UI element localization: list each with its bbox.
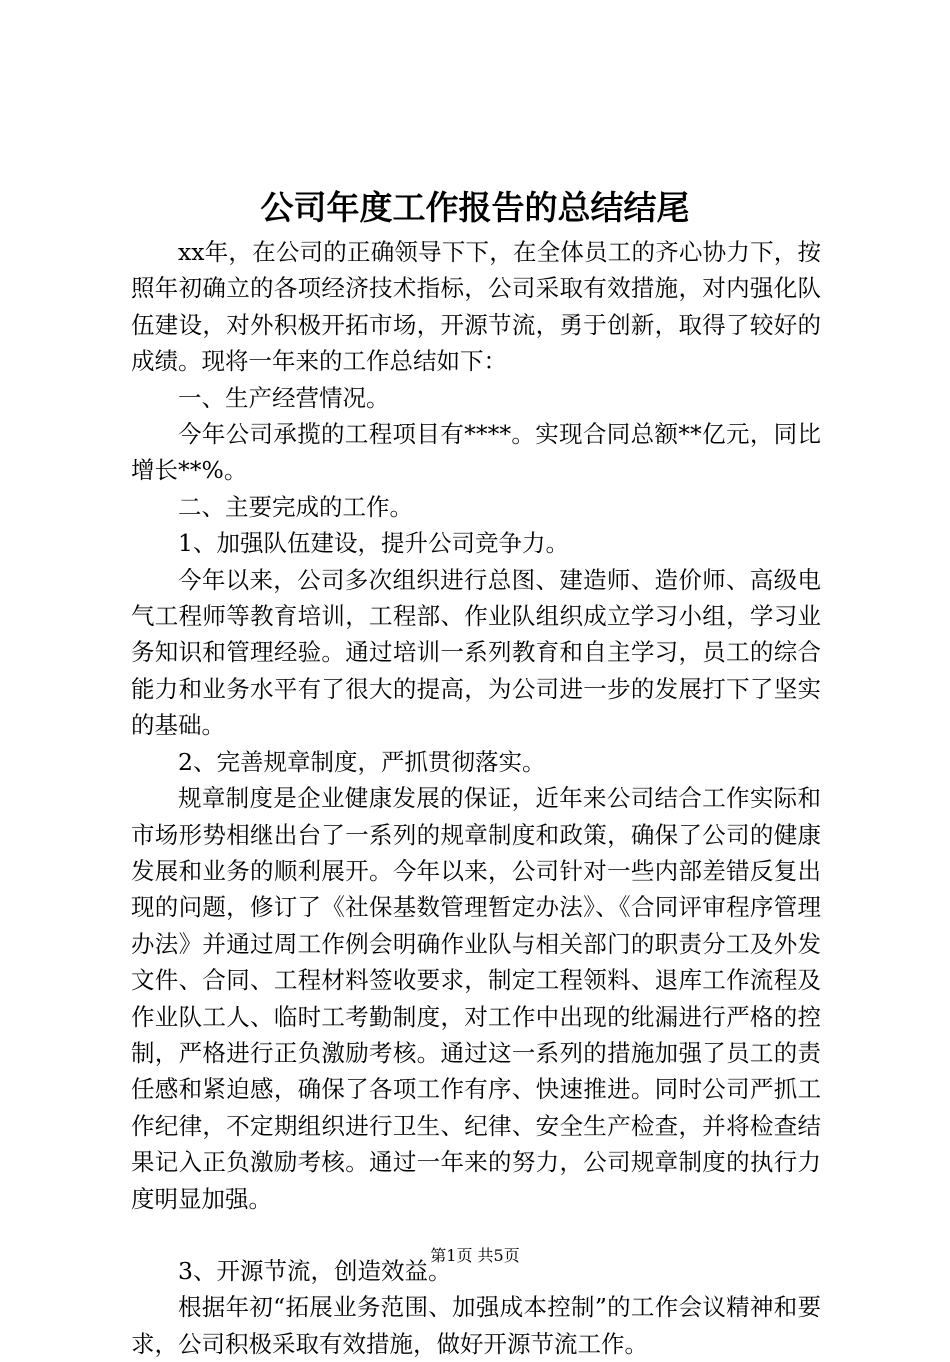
page-total: 共5页	[477, 1246, 520, 1265]
page-number: 第1页	[430, 1246, 473, 1265]
paragraph-production: 今年公司承揽的工程项目有****。实现合同总额**亿元，同比增长**%。	[131, 420, 821, 485]
document-body	[131, 234, 821, 1362]
section-heading-main-work: 二、主要完成的工作。	[178, 492, 413, 521]
paragraph-cost-control: 根据年初“拓展业务范围、加强成本控制”的工作会议精神和要求，公司积极采取有效措施，做好开源节流工作。	[131, 1293, 821, 1358]
subheading-regulations: 2、完善规章制度，严抓贯彻落实。	[178, 747, 546, 776]
paragraph-team-building: 今年以来，公司多次组织进行总图、建造师、造价师、高级电气工程师等教育培训，工程部、作业队组织成立学习小组，学习业务知识和管理经验。通过培训一系列教育和自主学习，员工的综合能力和业务水平有了很大的提高，为公司进一步的发展打下了坚实的基础。	[131, 565, 821, 740]
page-footer	[0, 1245, 950, 1267]
subheading-team-building: 1、加强队伍建设，提升公司竞争力。	[178, 529, 569, 558]
paragraph-intro: xx年，在公司的正确领导下下，在全体员工的齐心协力下，按照年初确立的各项经济技术指标，公司采取有效措施，对内强化队伍建设，对外积极开拓市场，开源节流，勇于创新，取得了较好的成绩。现将一年来的工作总结如下：	[131, 238, 821, 376]
paragraph-regulations: 规章制度是企业健康发展的保证，近年来公司结合工作实际和市场形势相继出台了一系列的规章制度和政策，确保了公司的健康发展和业务的顺利展开。今年以来，公司针对一些内部差错反复出现的问题，修订了《社保基数管理暂定办法》、《合同评审程序管理办法》并通过周工作例会明确作业队与相关部门的职责分工及外发文件、合同、工程材料签收要求，制定工程领料、退库工作流程及作业队工人、临时工考勤制度，对工作中出现的纰漏进行严格的控制，严格进行正负激励考核。通过这一系列的措施加强了员工的责任感和紧迫感，确保了各项工作有序、快速推进。同时公司严抓工作纪律，不定期组织进行卫生、纪律、安全生产检查，并将检查结果记入正负激励考核。通过一年来的努力，公司规章制度的执行力度明显加强。	[131, 784, 821, 1213]
document-title: 公司年度工作报告的总结结尾	[260, 188, 690, 227]
subheading-cost-control: 3、开源节流，创造效益。	[178, 1256, 452, 1285]
section-heading-production: 一、生产经营情况。	[178, 383, 390, 412]
